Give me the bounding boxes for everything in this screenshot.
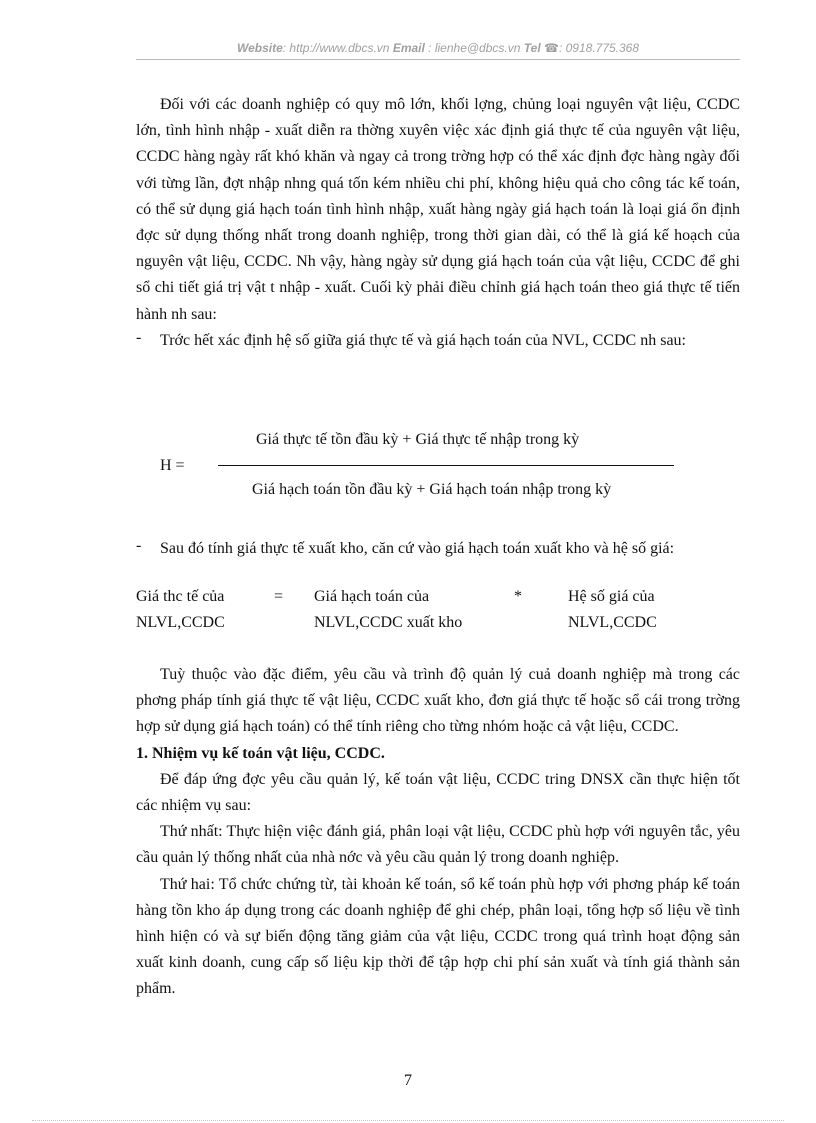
- paragraph-1: Đối với các doanh nghiệp có quy mô lớn, khối lợng, chủng loại nguyên vật liệu, CCDC lớn, tình hình nhập - xuất diễn ra thờng xuyên việc xác định giá thực tế của nguyên vật liệu, CCDC hàng ngày rất khó khăn và ngay cả trong trờng hợp có thể xác định đợc hàng ngày đối với từng lần, đợt nhập nhng quá tốn kém nhiều chi phí, không hiệu quả cho công tác kế toán, có thể sử dụng giá hạch toán tình hình nhập, xuất hàng ngày giá hạch toán là loại giá ổn định đợc sử dụng thống nhất trong doanh nghiệp, trong thời gian dài, có thể là giá kế hoạch của nguyên vật liệu, CCDC. Nh vậy, hàng ngày sử dụng giá hạch toán của vật liệu, CCDC để ghi sổ chi tiết giá trị vật t nhập - xuất. Cuối kỳ phải điều chỉnh giá hạch toán theo giá thực tế tiến hành nh sau:: [136, 96, 740, 323]
- equation-equals: =: [274, 588, 284, 605]
- fraction-bar: [218, 465, 674, 466]
- paragraph-2: Tuỳ thuộc vào đặc điểm, yêu cầu và trình độ quản lý cuả doanh nghiệp mà trong các phơng pháp tính giá thực tế vật liệu, CCDC xuất kho, đơn giá thực tế hoặc sổ cái trong trờng hợp sử dụng giá hạch toán) có thể tính riêng cho từng nhóm hoặc cả vật liệu, CCDC.: [136, 666, 740, 736]
- equation-sub-2: NLVL,CCDC xuất kho: [314, 614, 463, 631]
- coefficient-formula: [136, 427, 740, 507]
- email-label: Email: [392, 41, 425, 55]
- bullet-item-1: [136, 328, 740, 354]
- paragraph-5: Thứ hai: Tổ chức chứng từ, tài khoản kế toán, sổ kế toán phù hợp với phơng pháp kế toán hàng tồn kho áp dụng trong các doanh nghiệp để ghi chép, phân loại, tổng hợp số liệu về tình hình hiện có và sự biến động tăng giảm của vật liệu, CCDC trong quá trình hoạt động sản xuất kinh doanh, cung cấp số liệu kịp thời để tập hợp chi phí sản xuất và tính giá thành sản phẩm.: [136, 875, 740, 998]
- email-value: : lienhe@dbcs.vn: [424, 41, 521, 55]
- equation-sub-3: NLVL,CCDC: [568, 614, 657, 631]
- equation-sub-1: NLVL,CCDC: [136, 614, 225, 631]
- page-header: [136, 41, 740, 55]
- formula-denominator: Giá hạch toán tồn đầu kỳ + Giá hạch toán nhập trong kỳ: [252, 481, 612, 498]
- website-label: Website: [236, 41, 283, 55]
- bullet-text-1: Trớc hết xác định hệ số giữa giá thực tế và giá hạch toán của NVL, CCDC nh sau:: [160, 331, 686, 349]
- equation-term-3: Hệ số giá của: [568, 588, 655, 605]
- bullet-dash: -: [136, 328, 142, 346]
- section-upper: [136, 92, 740, 354]
- website-value: : http://www.dbcs.vn: [282, 41, 390, 55]
- bullet-dash: -: [136, 537, 142, 554]
- section-lower: [136, 662, 740, 1003]
- section-bullet-2: [136, 536, 740, 562]
- section-heading: 1. Nhiệm vụ kế toán vật liệu, CCDC.: [136, 744, 385, 762]
- tel-label: Tel: [523, 41, 541, 55]
- formula-numerator: Giá thực tế tồn đầu kỳ + Giá thực tế nhập trong kỳ: [256, 431, 580, 448]
- equation-term-2: Giá hạch toán của: [314, 588, 430, 605]
- paragraph-3: Để đáp ứng đợc yêu cầu quản lý, kế toán vật liệu, CCDC tring DNSX cần thực hiện tốt các nhiệm vụ sau:: [136, 770, 740, 815]
- equation-times: *: [514, 588, 522, 605]
- equation-row-2: [136, 614, 740, 640]
- tel-value: ☎: 0918.775.368: [540, 41, 640, 55]
- equation-term-1: Giá thc tế của: [136, 588, 225, 605]
- bullet-text-2: Sau đó tính giá thực tế xuất kho, căn cứ vào giá hạch toán xuất kho và hệ số giá:: [160, 540, 675, 557]
- footer-divider: [32, 1120, 784, 1121]
- equation-row-1: [136, 588, 740, 614]
- paragraph-4: Thứ nhất: Thực hiện việc đánh giá, phân loại vật liệu, CCDC phù hợp với nguyên tắc, yêu cầu quản lý thống nhất của nhà nớc và yêu cầu quản lý trong doanh nghiệp.: [136, 823, 740, 867]
- formula-lhs: H =: [160, 457, 185, 474]
- bullet-item-2: [136, 536, 740, 562]
- page-number: 7: [404, 1072, 412, 1089]
- header-divider: [136, 59, 740, 60]
